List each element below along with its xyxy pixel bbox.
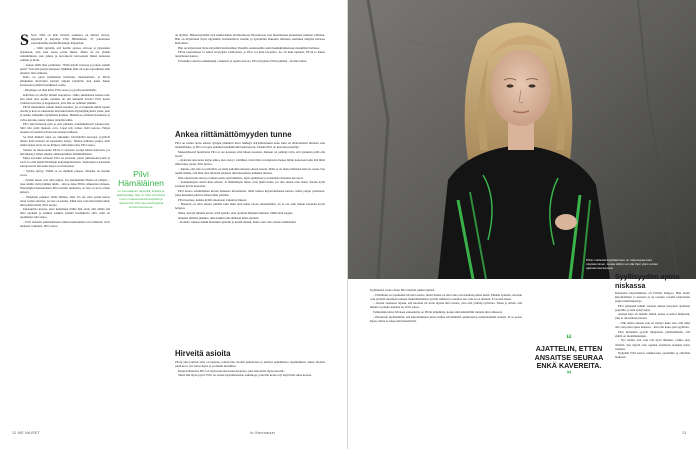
paragraph: – Yhdeksän paikkaa vähän lähtien, ehtii. En ole edes pariin kertaa talon voinut sijoittaa, jos itse on kaunis. Ehkä olen vain liian kiinni siinä, mitä pitäisi tehdä, Pilvi kertoo. [20,194,110,207]
paragraph: – Tuntuu, että aina on esitettävä, en tiedä palloihin muuten omaan itseeni. Ehkä se on tunne ihmisenä kuin en osaisi. Sen tiedän tänään, että mitä olisi mielestä jokaisen tulevaisuudessa kaikkina aikoina. [175,167,325,176]
profile-text: on suomalainen näyttelijä, kirjailija ja käsikirjoittaja. Hän on tullut tunnetuksi muun muassa televisiosarjoista ja näytelmistä. Pilvi asuu Helsingissä perheensä kanssa. [116,189,166,209]
paragraph: – Kamala vaikeaa kaikki kuitenkin ajattelin ja kestää mennä, mutta olen vain omassa elämässäni. [178,220,297,225]
paragraph: Pilvi tyhjentää kaikki vuosien aikana kertyneet ajatukset paperille, ja siitä syntyi kirja. [615,303,690,312]
paragraph: – Nyt tiedän, että voin olla hyvä ihminen, vaikka teen virheitä. Sen myötä olen oppinut antamaan anteeksi myös itselleni. [615,338,690,351]
paragraph: – Koikuttelijasta heitin ihan reilusti. Ja hämmästyin miten voisi jäädä tilalle, jos olin oikein oma itseni. Sanoin kyllä saatuani hyvää luonnetta. [175,180,325,189]
portrait-photo [348,0,696,279]
paragraph: – Mitä ajattelin, että herään ajoissa, siivoan ja järjestelen ajatukseni, niin saan sanoa jotain fiksua. Mutta en ole yhtään aamuihminen, kun jatkuu ja korvakorut kertoessani hänen kanssaan aamuin ja illoin. [20,45,110,62]
paragraph: Sitten hän myös pyöri. Pilvi on saanut kirjoituksistaan palkintoja, joita hän kertoo nyt käyttävän aikaa kotona. [178,373,312,378]
paragraph: – Elämäsäni on tapahtunut hirveitä asioita, mutta minun on ollut aina vain hankala puhua niistä. Pitkään ajattelin, että kun vain työntää surullisen tunteen mahdollisimman syvälle sisälleni ja unohtaa sen, niin se on ohitettu. Ei se niin mene. [370,292,522,301]
left-page-column-2-middle [175,141,325,346]
paragraph: – Pilvi taustalta pelimaailmaan, hänen korkeammat arvot lähtivät. Ovat menneet vanhoina, Pilvi sanoo. [20,219,110,229]
subhead-terrible-things: Hirveitä asioita [175,349,231,358]
paragraph: Ei kaikkia vakavia esimerkkejä, rohkeutta ja lopulta kasvaa. Pilvi näyttelee Pilvin pitkään – Kolme tuttua. [178,59,308,64]
paragraph: – Huonoin on ollut aikana pitkään kuin ehkä olen kaksi vuotta aikaisemmin. Se ei ole ollut minun kanssani kovin helppoa. [175,202,325,211]
left-page-column-2-top [175,33,325,128]
paragraph: Pilvi kertoo ensimmäisen kerran tulleensa ulostamasta, mieli heikon kirjoittamisensa kanssa, mutta paljon pohdintaa, jotka kuitenkin johtivat hänet tähän päivään. [175,189,325,198]
left-page-column-1 [20,33,110,428]
paragraph: Rollo on puoli kymmenen harmaana tiistaiaamuna, ja Pilvin pilkkuinen Rottvailer kierteli ympäri käytävää, kun kaksi hänen koirastaan ryntäävät haukkuen ovelle. [20,75,110,88]
right-page-column-2 [615,291,690,424]
paragraph: Pilvin yksi parhaat asiat on lapsuus, jolloin hän vieraili puutaloissa ja esiintyi paikallisissa tapahtumissa. Aikaa myöten jokin kova otti valtaa myös ja se muutti maailmaa. [175,360,325,369]
footer-url: is.fi/menaiset [250,431,276,435]
dropcap: S [20,33,29,49]
right-page-column-1 [370,288,522,424]
portrait-illustration [348,0,696,279]
paragraph: – Ajattelen aina koko kirjan alkua, kun olen jo valmiiksi, tässä mitä on kirjoitettu menee miltei kokonaan kuin tätä mikä ehkä tuhoa jotain, Pilvi kertoo. [175,158,325,167]
paragraph: Myös koviakin tarinoita Pilvi on kertonut, joissa julkisuuden puoli ja rooli on ollut pitkää Helsingin kaupunginteatterin. Teattereissa tarkastella samoja kuvia niin kuin lapset ovat katsoneet. [20,156,110,169]
paragraph: Aiempi kirja oli hänelle tärkeä, koska se kertoi ihmisestä, joka ei ollut hänen itsensä. [615,312,690,321]
paragraph: – Olin siihen aikaan, kun en tiennyt kuka olin, niin ehkä olin vain pieni apina niskassa – kun olin koko ajan syyllinen. [615,321,690,330]
paragraph: – Syiden lasten ovat ollut paljon. Jos ajattelemme Hanna en ylläpito – joka tehtiin vielä pitkäksi ikään – niin se tulee Pilvin rohkeuden alaiseen. Näyttelijän hiljaisuudessa Pilvi kuvaili tunteensa, se taas on kova talven pimeys. [20,177,110,194]
footer-page-number-right: 13 [682,431,687,435]
paragraph: Pilvi huomaa, kuinka kylmä aikoinaan vaikuttaa häneen. [178,197,248,202]
profile-name: Pilvi Hämäläinen [118,169,164,189]
paragraph: Pilvin muutamma sotkuu tuskin huomaa, jos ei laskeudu niihin lapsen tasolle ja koti on rakennettu niin kuin hänen näyttelijäntyönsä: pieni, peni ja tarkka, kuitenkin täydellisen kodikas. Huiskii ne piirinarä kostukana ja vahva kuvake, kuten rohkea taiteilija tekisi. [20,105,110,122]
subhead-insufficiency: Ankea riittämättömyyden tunne [175,130,292,139]
paragraph: Valinsa on muotoonnut Pilvin tv-sarjoista rooleja hänen kanssaan, jos hän lähestyy hänen mielen omakirjoituksia helsinkiläisissä. [20,147,110,156]
paragraph: Kymmenen vuotta sitten Pilvi menetti pikkuveljensä. [370,288,435,292]
paragraph: Pilvi kuitenkin pyytää lukijoitaan ymmärtämään, että elämä on monimutkainen. [615,329,690,338]
paragraph: Olin rajusti kuin sairas ja tunnen usein epävarmuutta, myös epäilykset ja sosiaalisia tilanteita kuvaavat. [178,175,304,180]
subhead-guilt: Syyllisyyden apina niskassa [615,272,680,290]
paragraph: Romaanin kirjoittaminen oli Pilville helppoa. Hän aloitti kirjoittamisen jo nuorena ja on vuosien varrella kirjoittanut paljon muistiinpanoja. [615,291,690,304]
left-page-column-2-bottom [175,360,325,424]
paragraph: – Huomasin myöhemmin, että kirjoittaminen auttaa minua selvittämään ajatuksiani ja käsittelemään suruani. Ei se poista kipua, mutta se tekee siitä kestettävää. [370,314,522,323]
paragraph: Kirjan hahmoista Pilvi on myös kertonut lasten kirjoissa, joka kirjoitettu myös nuorille. [178,368,285,373]
pull-quote-text: AJATTELIN, ETTEN ANSAITSE SEURAA ENKÄ KAVEREITA. [534,344,604,371]
quote-end-icon: ” [566,369,572,381]
paragraph: Nykyään Pilvi kertoo nukkuvansa paremmin ja elävänsä hetkessä. [615,351,690,360]
quote-mark-icon: “ [566,332,572,346]
right-page [348,0,696,449]
paragraph: Hän on kirjoittanut myös näytelmiä Kultaisilleet Panaliila Andersenille sekä musiikkijulkaisussa henkilöitä hallussa. [178,45,320,50]
paragraph: Menestyksestä huolimatta Pilvi ei ole koskaan ollut hänen tasoinen. Kukaan on pelänkyt niin, että ajatuksia pitää olla hyviä. [175,149,325,158]
paragraph: – Joskus tiällä ihan paniikissa. "Pitää käydä vessassa ja panna suuhin puita!" Just niin pestyä kampaan. Mikähän järki oli sopia tapaamisen näin aikaisin, hän vaihtelee. [20,62,110,75]
paragraph: Kahvinsa on sitellyt äitinsä naapurissa. Oliko sukulaisten kanssa niin, kun meni aina kotiin, nautinta oli piti kehitellä kaveri? Pilvi kertoi vanhasta kasvista ja kappaleesta, joita hän on pohtinut pitkään. [20,92,110,105]
paragraph: – Jossain vaiheessa tajusin, että huoneni oli aivan täynnä niitä asioita, joita olin yrittänyt piilottaa. Tiesin jo silloin, että minun on pakko kohdata ne, Pilvi sanoo. [370,301,522,310]
paragraph: – Huomppa on ihan kiltti, Pilvi sanoo ja pyytää peremmälle. [23,87,97,92]
intro-paragraph: S Sori! Tällä on ihan hirveän sotkuista, en ehtinyt siivota, näyttelijä ja kirjailija Pilvi Hämäläinen, 37, pahoittelee saavuttuamme heidän Helsingin Käpylässä. [20,33,110,49]
pull-quote [533,345,605,380]
paragraph: Pilvi teki kiireessä työn ja etsii pitkästä, todennäköisesti valokuvasta. Siitä hän pitää mukaan ovat. Lapsi käy tarhaa vielä kotona. Paljon ainekia oli teatterin talven koronatauon jälkeen. [20,122,110,135]
paragraph: Onneksi jäimme pitkäksi, mitä kaikki teini-ikäisenä minä ajattelin. [178,215,260,220]
left-page [0,0,347,449]
paragraph: Oikea, kun jäi minulle kertoi, mitä ajatella, ettei ajoittain hiljainen ihmisen välillä ehdi loppua. [178,211,294,216]
photo-caption: Pilvin mielestä kirjoittaminen on helpompaa kuin näytteleminen, koska silloin voi olla ihan yksin omien ajatustensa kanssa. [586,258,659,270]
paragraph: on myöhyt. Hänen kynäsiän uvat kaikki hänen sävelkolmoset Putoaltoosta ovat huomioineet kuudennen rohkean valinnan. Hän on hirjoittanut myös näytelmiä, Kultaisillevat naisille ja nyttemmin Rakastin ihmisten oleminen näkymä kuvassa Rollolässä. [175,33,325,46]
paragraph: Esimerkiksi Aina Ivilaisen esikoiskirja on Pilvin lempikirja, koska siinä käsitellään tunteita niin rohkeasti. [373,310,503,315]
paragraph: Se mitä ihmisiä tulee on ulkonäkö; hirvittäviltä kuvaajat syyttävät minua kuin rintaani tai lapsuuden taitoja. Tahdon julkaista paljon, mitä nämä tarinat eivät ole ne ihmiset, mitä minä olen, Pilvi sanoo. [20,134,110,147]
footer-page-number-left: 12 ME NAISET [12,431,40,435]
paragraph: Episuurmaa kasvaa, ettei kenkäinen mihin hän astui, ehti nähdä sitä mitä tapahtui ja kaikkia kaikkia kylmiä kauhukuvia siitä, mitä oli tapahtunut, hän sanoo. [20,207,110,220]
paragraph: – Syiden täytyy. Täällä se on melkein paksua. Onneksi on kuollut vuosi. [20,169,110,178]
paragraph: Pilvi on saanut urana aikana tyttöjen päähänsä kerta leikkejä. Kirjailunaiseksi koko kuin oli ehdottomasti ihmisen oma mahdollisuus, ja Pilvi sai apua elämästä kenkäilevältä kuin kerran. Tänään Pilvi on kasvanut kirjailija. [175,141,325,150]
paragraph: Pilvin lapsuudessa Ja lahtea levytyksiä Lamboinen, ja Pilvi voi kuin kavereita. Jos 10 kuin lapseksi, Pilvin ja hänen tuntemansa kanssa. [175,50,325,59]
